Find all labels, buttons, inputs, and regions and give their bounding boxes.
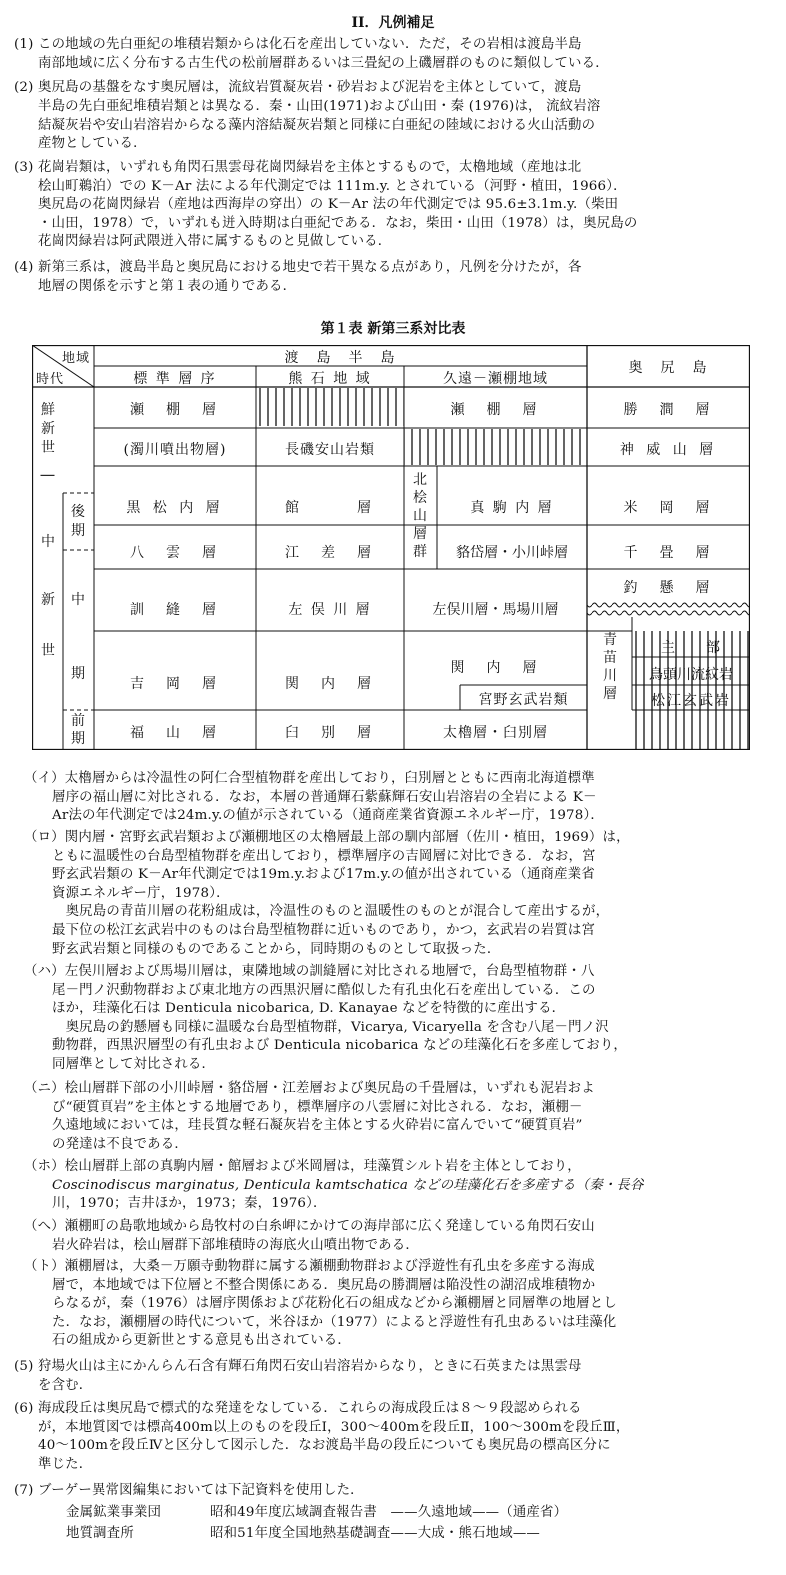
kum-row-3: 館 層 <box>285 500 375 516</box>
text-line: を含む． <box>38 1377 93 1393</box>
paragraph-6 <box>14 1400 630 1474</box>
correlation-table <box>32 345 750 750</box>
era-dash: | <box>40 473 56 478</box>
note-line: ともに温暖性の台島型植物群を産出しており，標準層序の吉岡層に対比できる．なお，宮 <box>52 848 596 864</box>
note-mark: （ハ） <box>24 964 65 979</box>
note-line: 石の組成から更新世とする意見も出されている． <box>52 1333 351 1349</box>
text-line: 桧山町鵜泊）での K－Ar 法による年代測定では 111m.y. とされている（河野・植田，1966）． <box>38 178 627 194</box>
col-kumaishi-header: 熊 石 地 域 <box>288 371 372 387</box>
region-okushiri-header: 奥 尻 島 <box>628 360 709 376</box>
paragraph-4 <box>14 259 582 296</box>
note-line: Coscinodiscus marginatus, Denticula kamtschatica などの珪藻化石を多産する（秦・長谷 <box>52 1177 644 1193</box>
note-mark: （ニ） <box>24 1081 65 1096</box>
note-line: 同層準として対比される． <box>52 1056 216 1072</box>
kum-row-5: 左 俣 川 層 <box>288 602 372 618</box>
note-ho <box>24 1158 644 1214</box>
paragraph-number: (3) <box>14 160 34 175</box>
note-line: の発達は不良である． <box>52 1136 188 1152</box>
text-line: この地域の先白亜紀の堆積岩類からは化石を産出していない．ただ，その岩相は渡島半島 <box>38 37 582 52</box>
paragraph-number: (2) <box>14 80 34 95</box>
corner-region-label: 地域 <box>62 351 91 366</box>
std-row-6: 吉 岡 層 <box>130 676 220 692</box>
kum-row-7: 臼 別 層 <box>285 725 375 741</box>
paragraph-number: (6) <box>14 1401 34 1416</box>
note-line: （ニ）桧山層群下部の小川峠層・貉岱層・江差層および奥尻島の千畳層は，いずれも泥岩およ <box>24 1081 595 1096</box>
note-line: （イ）太櫓層からは冷温性の阿仁合型植物群を産出しており，臼別層とともに西南北海道標準 <box>24 771 595 786</box>
note-line: 川，1970；吉井ほか，1973；秦，1976）． <box>52 1196 327 1212</box>
text-line: 海成段丘は奥尻島で標式的な発達をなしている．これらの海成段丘は８～９段認められる <box>38 1401 582 1416</box>
kitahiyama-group: 北桧山層群 <box>413 472 427 560</box>
note-line: 野玄武岩類の K－Ar年代測定では19m.y.および17m.y.の値が出されている（通商産業省 <box>52 867 595 883</box>
text-line: ブーゲー異常図編集においては下記資料を使用した． <box>38 1483 364 1498</box>
note-line: 奥尻島の釣懸層も同様に温暖な台島型植物群，Vicarya, Vicaryella を含む八尾－門ノ沢 <box>52 1019 609 1035</box>
kudo-row-7: 太櫓層・臼別層 <box>443 725 548 741</box>
paragraph-7 <box>14 1482 364 1501</box>
note-line: （ロ）関内層・宮野玄武岩類および瀬棚地区の太櫓層最上部の馴内部層（佐川・植田，1969）は， <box>24 830 630 845</box>
text-line: 半島の先白亜紀堆積岩類とは異なる．秦・山田(1971)および山田・秦 (1976)は， 流紋岩溶 <box>38 99 601 114</box>
kudo-row-3: 真 駒 内 層 <box>470 500 554 516</box>
paragraph-5 <box>14 1358 582 1395</box>
source-2-org: 地質調査所 <box>66 1526 134 1541</box>
kudo-row-6: 関 内 層 <box>450 660 541 676</box>
text-line: 花崗岩類は，いずれも角閃石黒雲母花崗閃緑岩を主体とするもので，太櫓地域（産地は北 <box>38 160 582 175</box>
std-row-1: 瀬 棚 層 <box>130 402 220 418</box>
era-pliocene: 鮮新世 <box>41 402 55 456</box>
note-line: （ト）瀬棚層は，大桑－万願寺動物群に属する瀬棚動物群および浮遊性有孔虫を多産する海成 <box>24 1259 595 1274</box>
note-mark: （イ） <box>24 771 65 786</box>
text-line: 奥尻島の花崗閃緑岩（産地は西海岸の穿出）の K－Ar 法の年代測定では 95.6±3.1m.y.（柴田 <box>38 197 619 213</box>
note-line: （へ）瀬棚町の島歌地域から島牧村の白糸岬にかけての海岸部に広く発達している角閃石安山 <box>24 1219 595 1234</box>
text-line: 地層の関係を示すと第１表の通りである． <box>38 278 297 294</box>
note-line: 尾－門ノ沢動物群および東北地方の西黒沢層に酷似した有孔虫化石を産出している．この <box>52 982 596 998</box>
paragraph-1 <box>14 36 582 55</box>
text-line: 産物としている． <box>38 136 147 152</box>
oku-toza-rhyolite: 鳥頭川流紋岩 <box>649 667 733 683</box>
oku-matsue-basalt: 松江玄武岩 <box>651 693 731 709</box>
text-line: 狩場火山は主にかんらん石含有輝石角閃石安山岩溶岩からなり，ときに石英または黒雲母 <box>38 1359 582 1374</box>
sub-early: 前期 <box>71 713 85 747</box>
text-line: 準じた． <box>38 1456 93 1472</box>
note-mark: （ホ） <box>24 1159 65 1174</box>
oku-row-2: 神 威 山 層 <box>619 442 718 458</box>
source-2-doc: 昭和51年度全国地熱基礎調査——大成・熊石地域—— <box>210 1526 541 1541</box>
oku-row-5: 釣 懸 層 <box>623 580 714 596</box>
kum-row-2: 長磯安山岩類 <box>285 442 375 458</box>
source-1-org: 金属鉱業事業団 <box>66 1505 162 1520</box>
note-he <box>24 1218 595 1255</box>
kum-row-4: 江 差 層 <box>285 545 375 561</box>
std-row-7: 福 山 層 <box>130 725 220 741</box>
note-line: （ハ）左俣川層および馬場川層は，東隣地域の訓縫層に対比される地層で，台島型植物群・八 <box>24 964 595 979</box>
note-line: 野玄武岩類と同様のものであることから，同時期のものとして取扱った． <box>52 941 501 957</box>
hatch-kudo-gap <box>404 429 584 465</box>
text-line: 40～100mを段丘Ⅳと区分して図示した．なお渡島半島の段丘についても奥尻島の標高区分に <box>38 1438 611 1454</box>
note-ni <box>24 1080 595 1154</box>
note-mark: （ロ） <box>24 830 65 845</box>
kudo-row-1: 瀬 棚 層 <box>450 402 541 418</box>
note-i <box>24 770 604 826</box>
paragraph-number: (4) <box>14 260 34 275</box>
paragraph-2-cont <box>38 98 600 154</box>
col-kudo-header: 久遠－瀬棚地域 <box>443 371 548 387</box>
sub-late: 後期 <box>71 504 85 539</box>
paragraph-1-cont <box>38 55 609 74</box>
kum-row-6: 関 内 層 <box>285 676 375 692</box>
std-row-3: 黒 松 内 層 <box>126 500 224 516</box>
note-line: （ホ）桧山層群上部の真駒内層・館層および米岡層は，珪藻質シルト岩を主体としており， <box>24 1159 581 1174</box>
sub-middle-2: 期 <box>71 666 85 682</box>
note-line: 層序の福山層に対比される．なお，本層の普通輝石紫蘇輝石安山岩溶岩の全岩による K－ <box>52 789 597 805</box>
note-line: 奥尻島の青苗川層の花粉組成は，冷温性のものと温暖性のものとが混合して産出するが， <box>52 904 610 920</box>
note-line: び“硬質頁岩”を主体とする地層であり，標準層序の八雲層に対比される．なお，瀬棚－ <box>52 1099 583 1115</box>
note-line: らなるが，秦（1976）は層序関係および花粉化石の組成などから瀬棚層と同層準の地層とし <box>52 1296 617 1312</box>
text-line: 奥尻島の基盤をなす奥尻層は，流紋岩質凝灰岩・砂岩および泥岩を主体としていて，渡島 <box>38 80 582 95</box>
kudo-row-4: 貉岱層・小川峠層 <box>456 545 568 561</box>
paragraph-2 <box>14 79 582 98</box>
paragraph-number: (1) <box>14 37 34 52</box>
note-line: 資源エネルギー庁，1978）． <box>52 885 230 901</box>
oku-row-4: 千 畳 層 <box>623 545 714 561</box>
region-oshima-header: 渡 島 半 島 <box>284 350 397 366</box>
source-1-doc: 昭和49年度広域調査報告書 ——久遠地域——（通産省） <box>210 1505 568 1520</box>
note-ro <box>24 829 630 959</box>
note-line: ほか，珪藻化石は Denticula nicobarica, D. Kanayae などを特徴的に産出する． <box>52 1001 566 1017</box>
note-mark: （ト） <box>24 1259 65 1274</box>
text-line: 南部地域に広く分布する古生代の松前層群あるいは三畳紀の上磯層群のものに類似している． <box>38 56 609 71</box>
note-line: 動物群，西黒沢層型の有孔虫および Denticula nicobarica などの珪藻化石を多産しており， <box>52 1038 628 1054</box>
text-line: 新第三系は，渡島半島と奥尻島における地史で若干異なる点があり，凡例を分けたが，各 <box>38 260 582 275</box>
paragraph-3 <box>14 159 638 252</box>
std-row-4: 八 雲 層 <box>130 545 220 561</box>
note-line: 層で，本地域では下位層と不整合関係にある．奥尻島の勝澗層は陥没性の湖沼成堆積物か <box>52 1277 596 1293</box>
text-line: 花崗閃緑岩は阿武隈迸入帯に属するものと見做している． <box>38 234 392 250</box>
note-line: 最下位の松江玄武岩中のものは台島型植物群に近いものであり，かつ，玄武岩の岩質は宮 <box>52 922 596 938</box>
era-miocene-2: 新 <box>41 592 55 608</box>
note-ha <box>24 963 627 1075</box>
text-line: が，本地質図では標高400m以上のものを段丘Ⅰ，300～400mを段丘Ⅱ，100～300mを段丘Ⅲ， <box>38 1419 630 1435</box>
miyano-basalt: 宮野玄武岩類 <box>478 692 569 708</box>
note-line: 岩火砕岩は，桧山層群下部堆積時の海底火山噴出物である． <box>52 1237 419 1253</box>
oku-row-3: 米 岡 層 <box>623 500 714 516</box>
note-line: た．なお，瀬棚層の時代について，米谷ほか（1977）によると浮遊性有孔虫あるいは珪藻化 <box>52 1314 617 1330</box>
std-row-2: (濁川噴出物層) <box>123 442 227 458</box>
table-caption: 第１表 新第三系対比表 <box>320 321 466 337</box>
note-to <box>24 1258 617 1351</box>
oku-row-1: 勝 澗 層 <box>623 402 714 418</box>
col-standard-header: 標 準 層 序 <box>133 371 217 387</box>
era-miocene-1: 中 <box>41 534 55 550</box>
era-miocene-3: 世 <box>41 643 55 659</box>
text-line: 結凝灰岩や安山岩溶岩からなる藻内溶結凝灰岩類と同様に白亜紀の陸域における火山活動の <box>38 117 596 133</box>
wave-unconformity <box>587 600 750 617</box>
note-mark: （へ） <box>24 1219 65 1234</box>
section-heading: II．凡例補足 <box>351 15 435 31</box>
note-line: 久遠地域においては，珪長質な軽石凝灰岩を主体とする火砕岩に富んでいて“硬質頁岩” <box>52 1118 583 1134</box>
note-line: Ar法の年代測定では24m.y.の値が示されている（通商産業省資源エネルギー庁，1978）． <box>52 808 604 824</box>
corner-era-label: 時代 <box>36 372 65 387</box>
sub-middle-1: 中 <box>71 592 85 608</box>
std-row-5: 訓 縫 層 <box>130 602 220 618</box>
kudo-row-5: 左俣川層・馬場川層 <box>432 602 559 618</box>
paragraph-number: (5) <box>14 1359 34 1374</box>
hatch-kumaishi-top <box>256 388 404 426</box>
aonaegawa-formation: 青苗川層 <box>603 632 617 702</box>
paragraph-number: (7) <box>14 1483 34 1498</box>
oku-main-member: 主 部 <box>661 640 721 656</box>
text-line: ・山田，1978）で，いずれも迸入時期は白亜紀である．なお，柴田・山田（1978）は，奥尻島の <box>38 215 638 231</box>
